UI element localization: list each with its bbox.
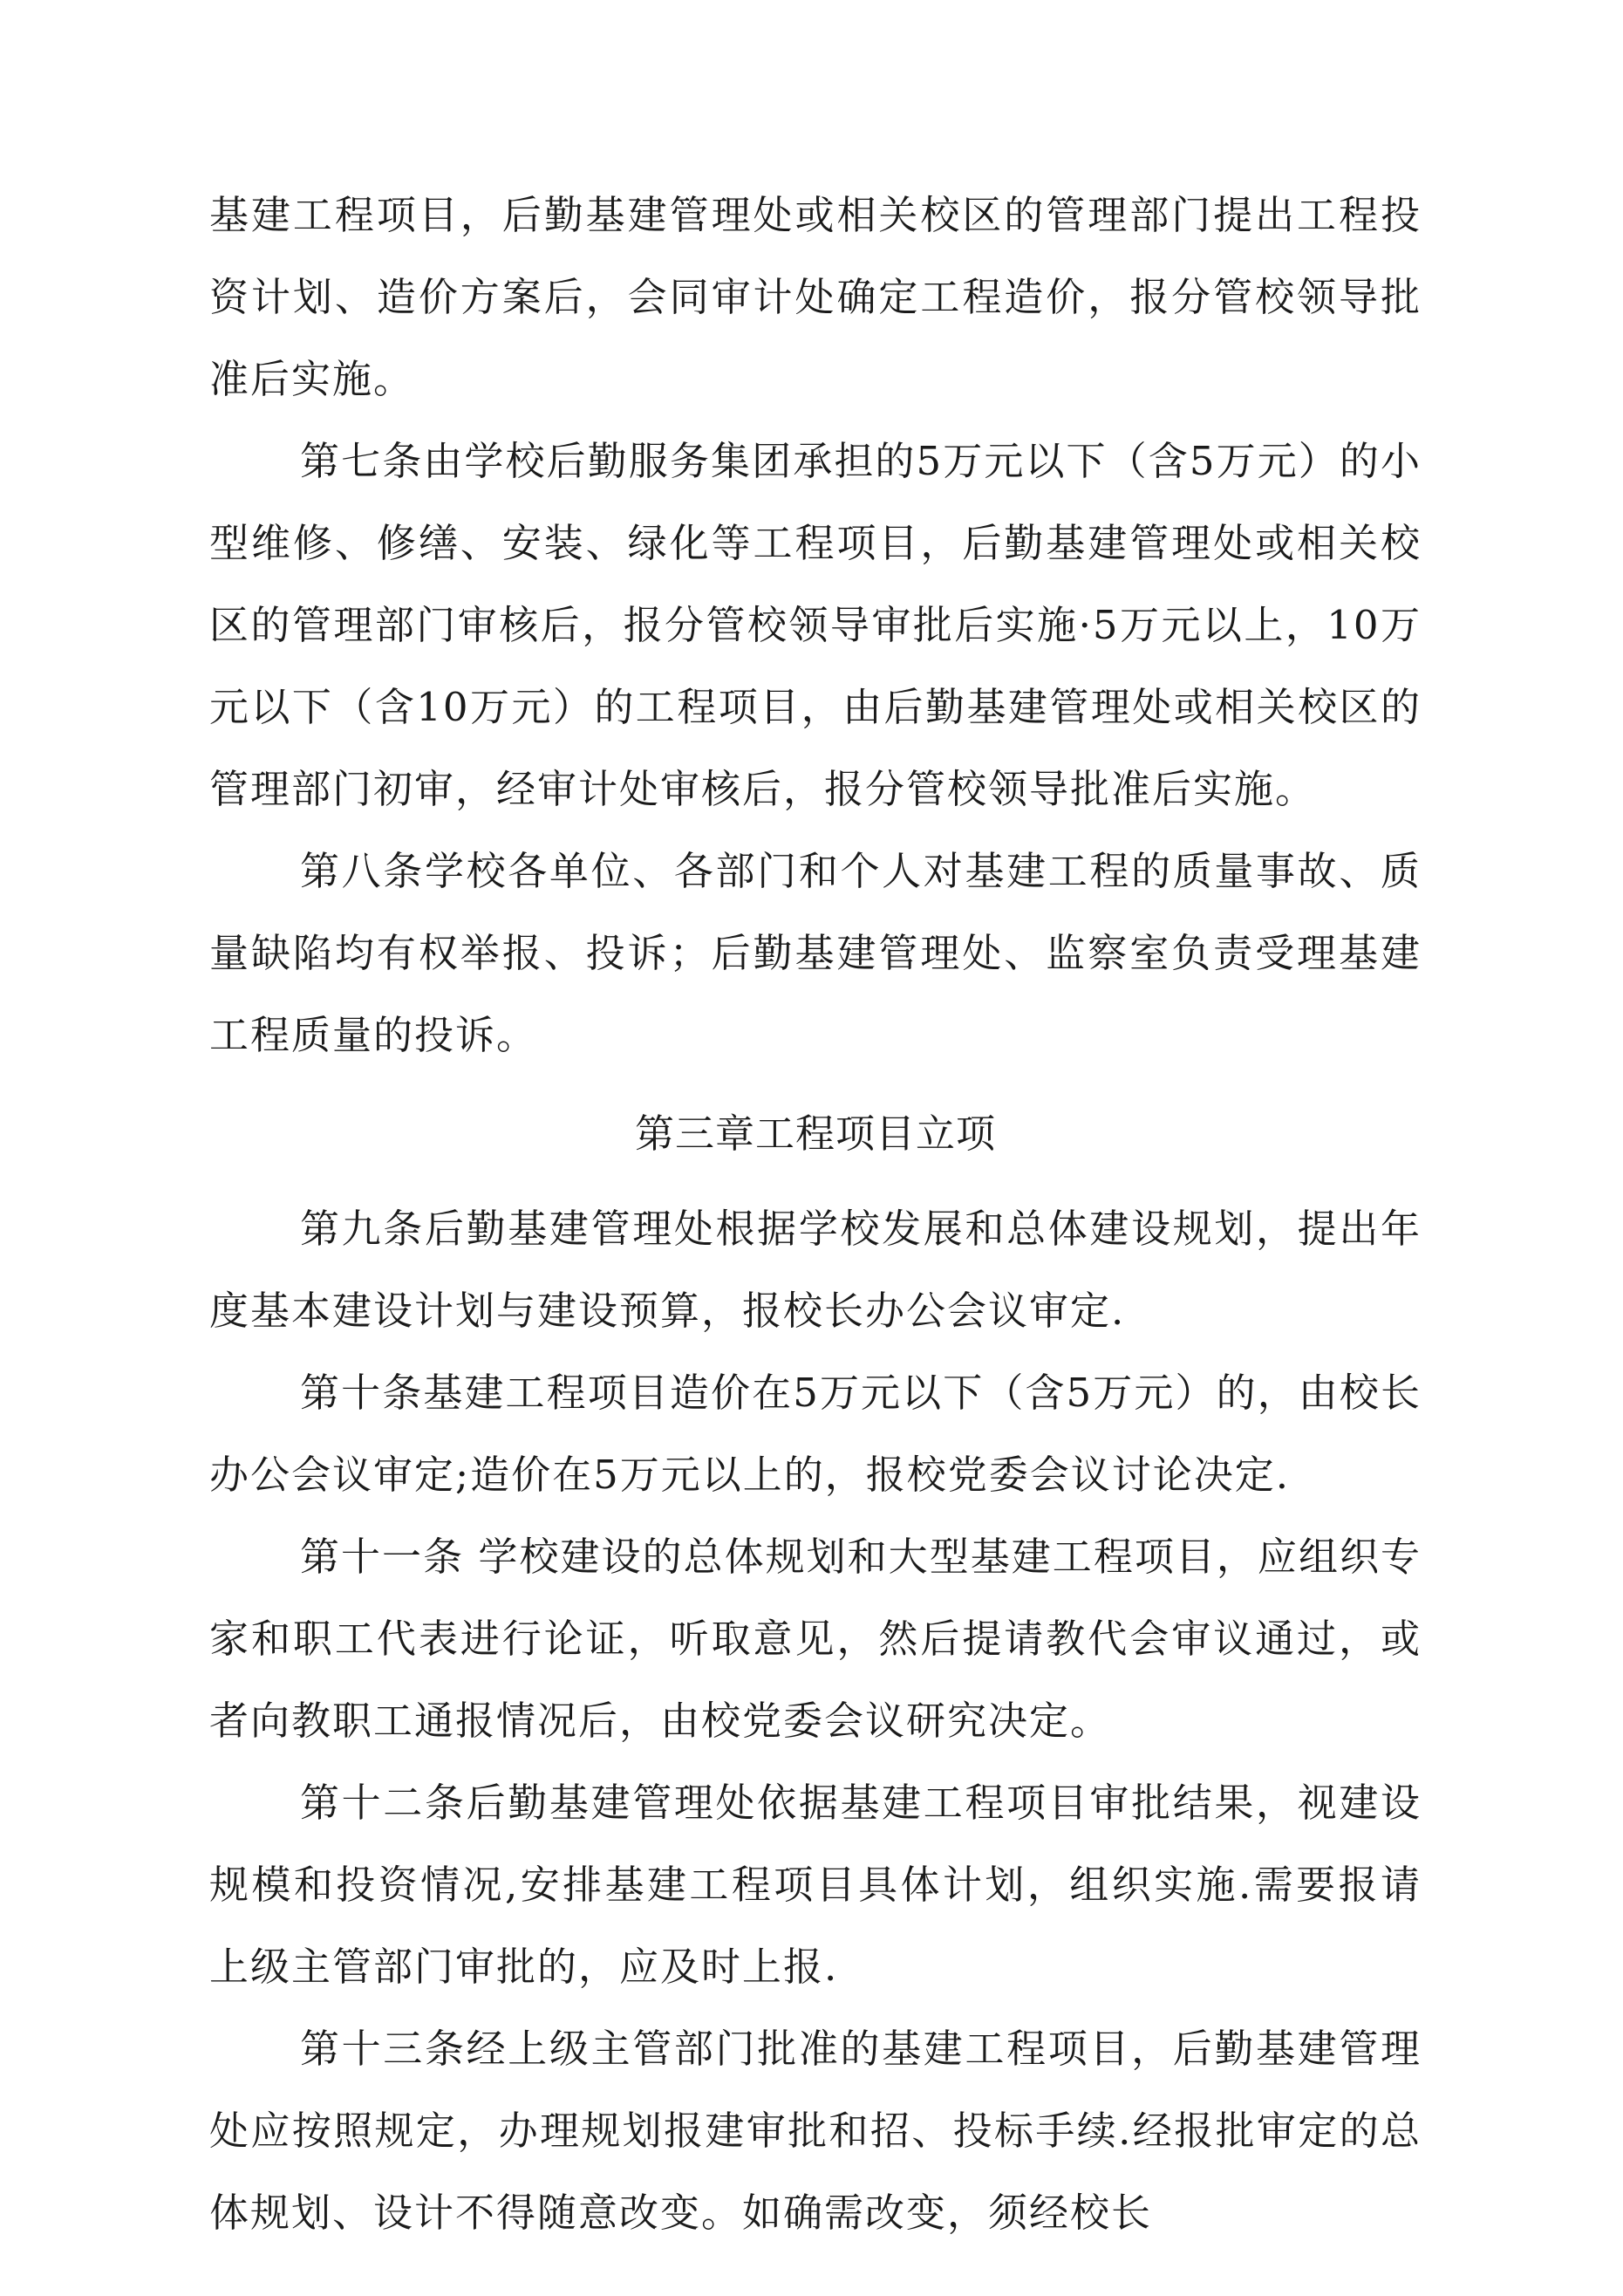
article-13: 第十三条经上级主管部门批准的基建工程项目，后勤基建管理处应按照规定，办理规划报建审批和招、投标手续.经报批审定的总体规划、设计不得随意改变。如确需改变，须经校长 [209,2026,1422,2236]
article-10: 第十条基建工程项目造价在5万元以下（含5万元）的，由校长办公会议审定;造价在5万元以上的，报校党委会议讨论决定. [209,1370,1422,1498]
article-9: 第九条后勤基建管理处根据学校发展和总体建设规划，提出年度基本建设计划与建设预算，报校长办公会议审定. [209,1206,1422,1334]
paragraph-continued-from-previous-page: 基建工程项目，后勤基建管理处或相关校区的管理部门提出工程投资计划、造价方案后，会同审计处确定工程造价，报分管校领导批准后实施。 [209,192,1422,402]
article-8: 第八条学校各单位、各部门和个人对基建工程的质量事故、质量缺陷均有权举报、投诉；后勤基建管理处、监察室负责受理基建工程质量的投诉。 [209,848,1422,1058]
article-12: 第十二条后勤基建管理处依据基建工程项目审批结果，视建设规模和投资情况,安排基建工程项目具体计划，组织实施.需要报请上级主管部门审批的，应及时上报. [209,1780,1422,1990]
document-body [209,174,1422,2254]
article-11: 第十一条 学校建设的总体规划和大型基建工程项目，应组织专家和职工代表进行论证，听取意见，然后提请教代会审议通过，或者向教职工通报情况后，由校党委会议研究决定。 [209,1534,1422,1744]
chapter-heading: 第三章工程项目立项 [634,1110,996,1157]
article-7: 第七条由学校后勤服务集团承担的5万元以下（含5万元）的小型维修、修缮、安装、绿化等工程项目，后勤基建管理处或相关校区的管理部门审核后，报分管校领导审批后实施·5万元以上，10万元以下（含10万元）的工程项目，由后勤基建管理处或相关校区的管理部门初审，经审计处审核后，报分管校领导批准后实施。 [209,438,1422,812]
